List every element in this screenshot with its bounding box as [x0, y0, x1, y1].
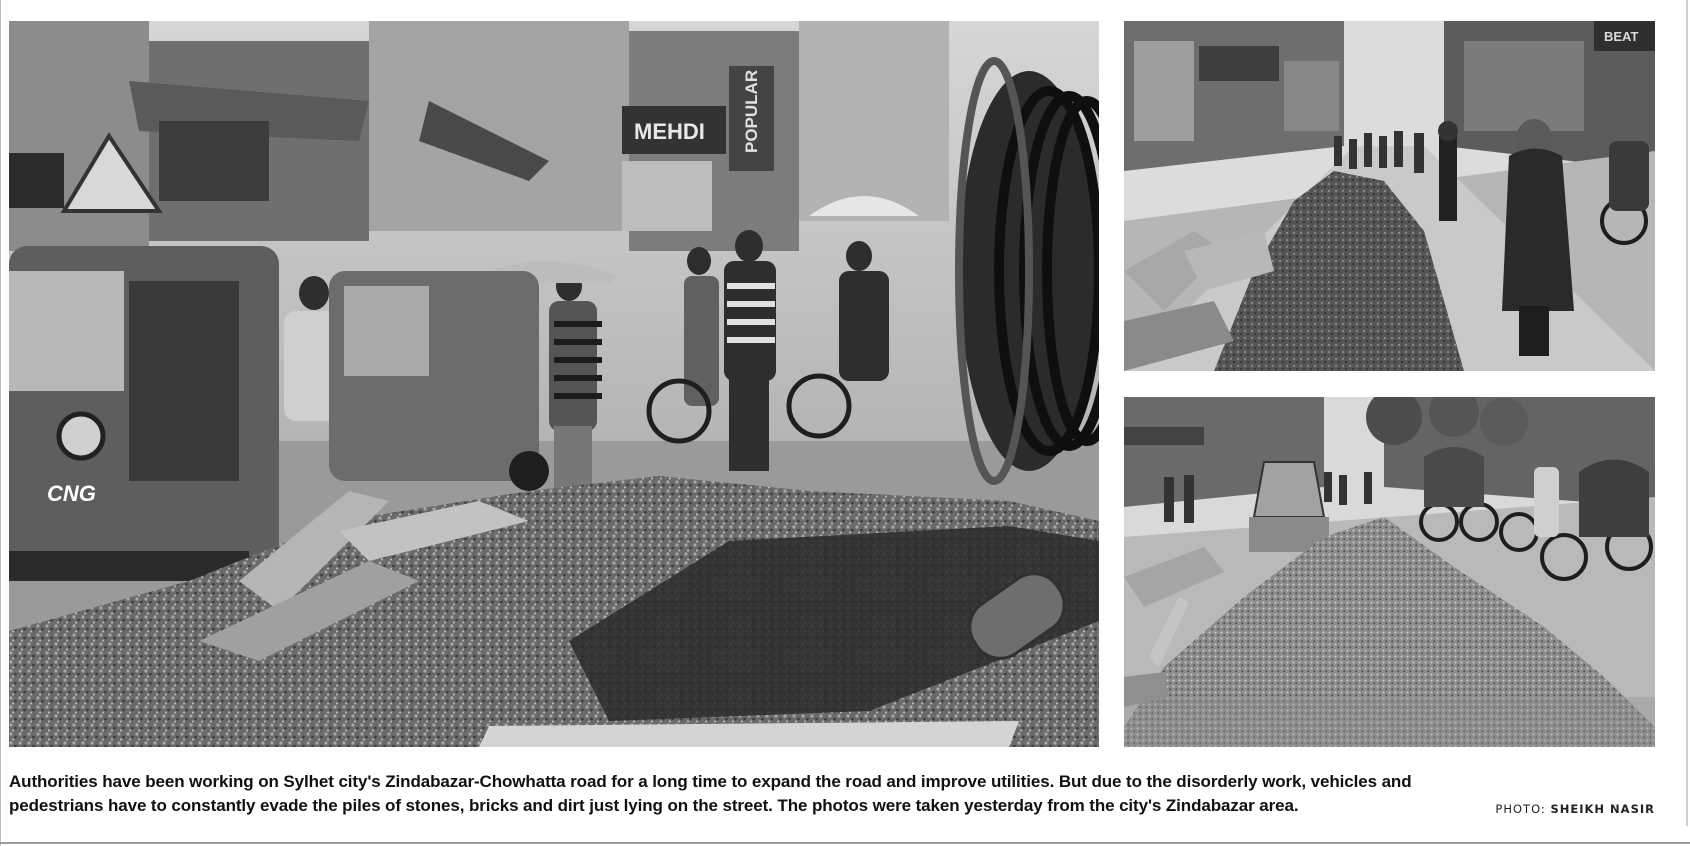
top-right-street-photo-graphic: [1124, 21, 1655, 371]
photo-credit-label: PHOTO:: [1495, 802, 1546, 816]
main-street-photo: [9, 21, 1099, 747]
photo-credit: [1495, 802, 1655, 816]
right-column-rule: [1686, 0, 1688, 826]
sign-cng: CNG: [47, 481, 96, 506]
top-right-street-photo: [1124, 21, 1655, 371]
bottom-page-rule: [0, 842, 1690, 844]
photographer-name: SHEIKH NASIR: [1550, 802, 1655, 816]
sign-mehdi: MEHDI: [634, 119, 705, 144]
sign-beat: BEAT: [1604, 29, 1639, 44]
bottom-right-street-photo: [1124, 397, 1655, 747]
photo-caption: [9, 770, 1489, 818]
caption-text: Authorities have been working on Sylhet city's Zindabazar-Chowhatta road for a long time to expand the road and improve utilities. But due to the disorderly work, vehicles and pedestrians have to constantly evade the piles of stones, bricks and dirt just lying on the street. The photos were taken yesterday from the city's Zindabazar area.: [9, 772, 1412, 815]
main-street-photo-graphic: [9, 21, 1099, 747]
bottom-right-street-photo-graphic: [1124, 397, 1655, 747]
sign-popular: POPULAR: [742, 69, 761, 153]
left-column-rule: [0, 0, 1, 846]
